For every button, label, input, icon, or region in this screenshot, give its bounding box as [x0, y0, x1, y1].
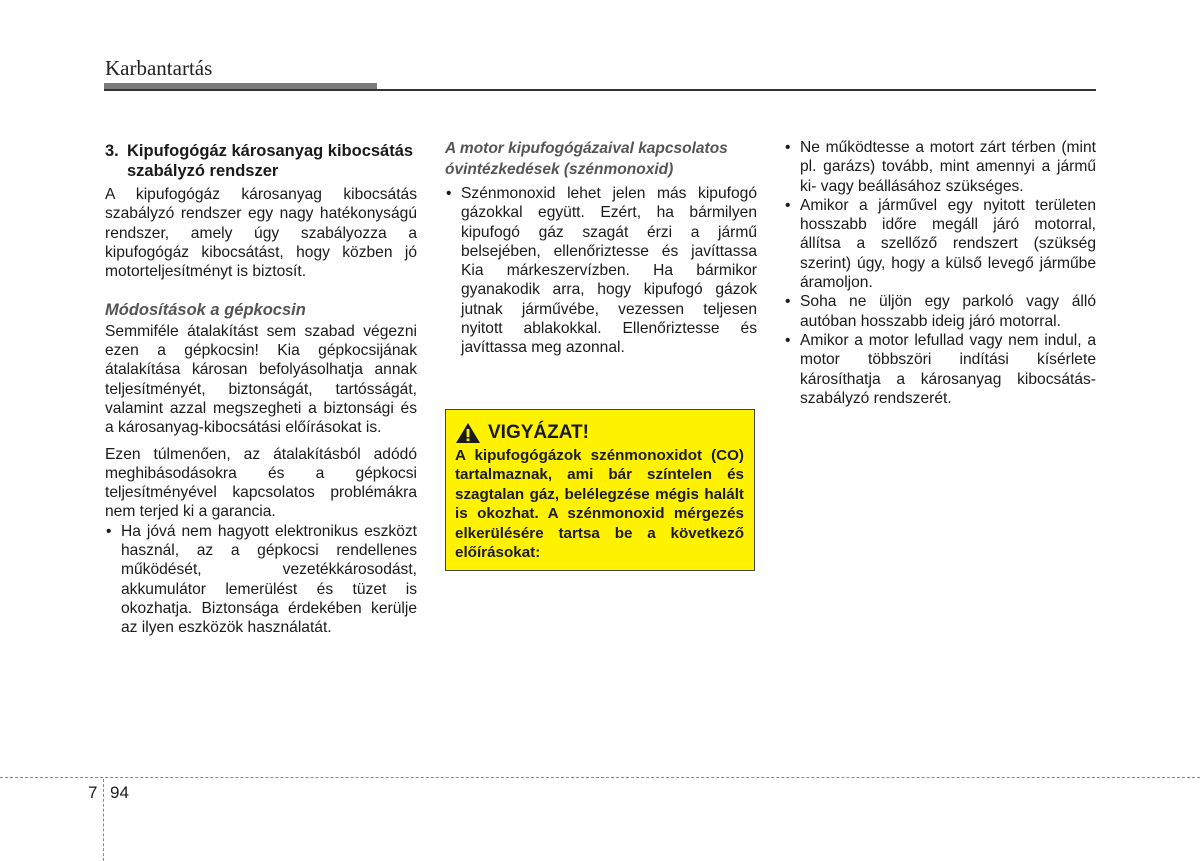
list-item: • Ha jóvá nem hagyott elektronikus eszközt használ, az a gépkocsi rendellenes működését, vezetékkárosodást, akkumulátor lemerülést és tüzet is okozhatja. Biztonsága érdekében kerülje az ilyen eszközök használatát.: [105, 522, 417, 638]
paragraph: Ezen túlmenően, az átalakításból adódó meghibásodásokra és a gépkocsi teljesítményével kapcsolatos problémákra nem terjed ki a garancia.: [105, 445, 417, 521]
list-item: • Szénmonoxid lehet jelen más kipufogó gázokkal együtt. Ezért, ha bármilyen kipufogó gáz szagát érzi a jármű belsejében, ellenőriztesse és javíttassa Kia márkeszervízben. Ha bármikor gyanakodik arra, hogy kipufogó gázok jutnak járművébe, vezessen teljesen nyitott ablakokkal. Ellenőriztesse és javíttassa meg azonnal.: [445, 184, 757, 358]
warning-triangle-icon: [455, 422, 481, 444]
section-title: Kipufogógáz károsanyag kibocsátás szabályzó rendszer: [127, 142, 414, 180]
column-2: [445, 138, 757, 358]
warning-title: VIGYÁZAT!: [488, 422, 589, 443]
warning-box: [445, 409, 755, 571]
list-item: • Ne működtesse a motort zárt térben (mint pl. garázs) tovább, mint amennyi a jármű ki- vagy beállásához szükséges.: [784, 138, 1096, 196]
bullet-list: [784, 138, 1096, 408]
bullet-list: [105, 522, 417, 638]
list-item: • Soha ne üljön egy parkoló vagy álló autóban hosszabb ideig járó motorral.: [784, 292, 1096, 331]
list-item: • Amikor a motor lefullad vagy nem indul, a motor többszöri indítási kísérlete károsíthatja a károsanyag kibocsátás-szabályzó rendszerét.: [784, 331, 1096, 408]
paragraph: Semmiféle átalakítást sem szabad végezni ezen a gépkocsin! Kia gépkocsijának átalakítása károsan befolyásolhatja annak teljesítményét, biztonságát, tartósságát, valamint azzal megszegheti a biztonsági és a károsanyag-kibocsátási előírásokat is.: [105, 322, 417, 437]
subsection-heading: Módosítások a gépkocsin: [105, 301, 306, 320]
page-header-title: Karbantartás: [105, 56, 213, 80]
footer-dashed-line: [0, 777, 1200, 778]
column-3: [784, 138, 1096, 408]
section-heading: [105, 141, 417, 181]
section-number: 3.: [105, 142, 119, 160]
warning-heading: [455, 422, 744, 444]
bullet-list: [445, 184, 757, 358]
section-intro: A kipufogógáz károsanyag kibocsátás szabályzó rendszer egy nagy hatékonyságú rendszer, amely úgy szabályozza a kipufogógáz kibocsátást, hogy közben jó motorteljesítményt is biztosít.: [105, 186, 417, 281]
chapter-number: 7: [88, 783, 98, 802]
list-item: • Amikor a járművel egy nyitott területen hosszabb időre megáll járó motorral, állítsa a szellőző rendszert (szükség szerint) úgy, hogy a külső levegő járműbe áramoljon.: [784, 196, 1096, 292]
warning-text: A kipufogógázok szénmonoxidot (CO) tartalmaznak, ami bár színtelen és szagtalan gáz, belélegzése mégis halált is okozhat. A szénmonoxid mérgezés elkerülésére tartsa be a következő előírásokat:: [455, 447, 744, 562]
footer-dashed-divider: [103, 779, 104, 861]
column-1: [105, 138, 417, 638]
page-number: 94: [110, 783, 129, 802]
header-thin-rule: [104, 89, 1096, 91]
subsection-heading: A motor kipufogógázaival kapcsolatos óvintézkedések (szénmonoxid): [445, 140, 728, 178]
